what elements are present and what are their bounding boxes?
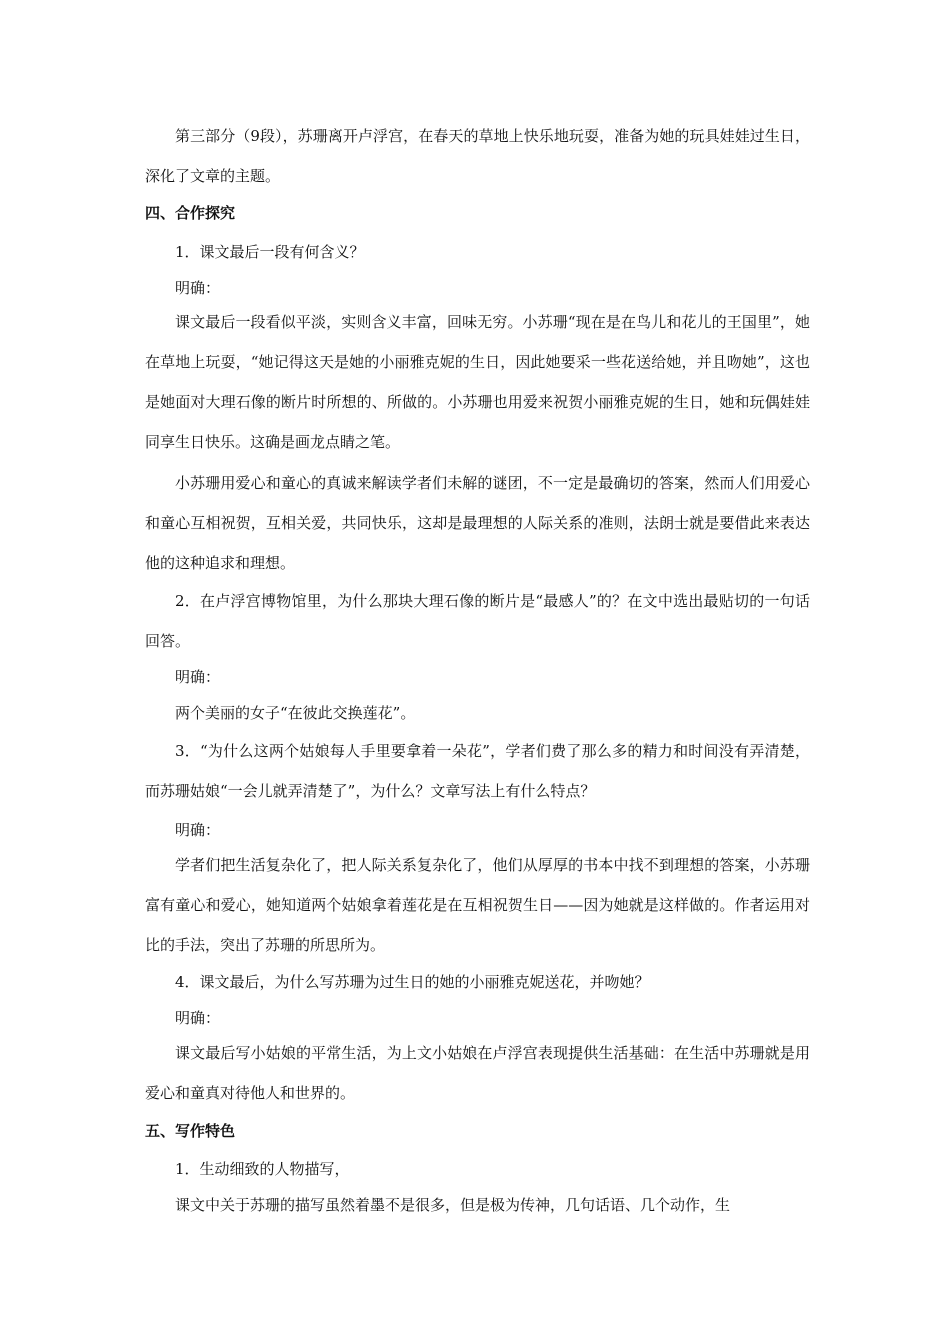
answer-3: 学者们把生活复杂化了，把人际关系复杂化了，他们从厚厚的书本中找不到理想的答案，小苏珊富有童心和爱心，她知道两个姑娘拿着莲花是在互相祝贺生日——因为她就是这样做的。作者运用对比的手法，突出了苏珊的所思所为。 bbox=[145, 856, 810, 954]
answer-label-3: 明确： bbox=[175, 821, 221, 839]
answer-label-2: 明确： bbox=[175, 668, 221, 686]
writing-feature-1: 1．生动细致的人物描写， bbox=[175, 1160, 350, 1178]
question-4: 4．课文最后，为什么写苏珊为过生日的她的小丽雅克妮送花，并吻她？ bbox=[175, 973, 650, 991]
question-2: 2．在卢浮宫博物馆里，为什么那块大理石像的断片是“最感人”的？在文中选出最贴切的一句话回答。 bbox=[145, 592, 810, 650]
writing-feature-1-text: 课文中关于苏珊的描写虽然着墨不是很多，但是极为传神，几句话语、几个动作，生 bbox=[175, 1196, 731, 1214]
question-3: 3．“为什么这两个姑娘每人手里要拿着一朵花”，学者们费了那么多的精力和时间没有弄清楚，而苏珊姑娘“一会儿就弄清楚了”，为什么？文章写法上有什么特点？ bbox=[145, 742, 810, 800]
answer-1-paragraph-b: 小苏珊用爱心和童心的真诚来解读学者们未解的谜团，不一定是最确切的答案，然而人们用爱心和童心互相祝贺，互相关爱，共同快乐，这却是最理想的人际关系的准则，法朗士就是要借此来表达他的这种追求和理想。 bbox=[145, 474, 810, 572]
section-heading-writing-features: 五、写作特色 bbox=[145, 1122, 236, 1140]
question-1: 1．课文最后一段有何含义？ bbox=[175, 243, 365, 261]
answer-2: 两个美丽的女子“在彼此交换莲花”。 bbox=[175, 704, 416, 722]
answer-1-paragraph-a: 课文最后一段看似平淡，实则含义丰富，回味无穷。小苏珊“现在是在鸟儿和花儿的王国里”，她在草地上玩耍，“她记得这天是她的小丽雅克妮的生日，因此她要采一些花送给她，并且吻她”，这也是她面对大理石像的断片时所想的、所做的。小苏珊也用爱来祝贺小丽雅克妮的生日，她和玩偶娃娃同享生日快乐。这确是画龙点睛之笔。 bbox=[145, 313, 810, 451]
answer-label-1: 明确： bbox=[175, 279, 221, 297]
paragraph-part-three: 第三部分（9段），苏珊离开卢浮宫，在春天的草地上快乐地玩耍，准备为她的玩具娃娃过生日，深化了文章的主题。 bbox=[145, 127, 810, 185]
section-heading-cooperative-inquiry: 四、合作探究 bbox=[145, 204, 236, 222]
answer-4: 课文最后写小姑娘的平常生活，为上文小姑娘在卢浮宫表现提供生活基础：在生活中苏珊就是用爱心和童真对待他人和世界的。 bbox=[145, 1044, 810, 1102]
answer-label-4: 明确： bbox=[175, 1009, 221, 1027]
